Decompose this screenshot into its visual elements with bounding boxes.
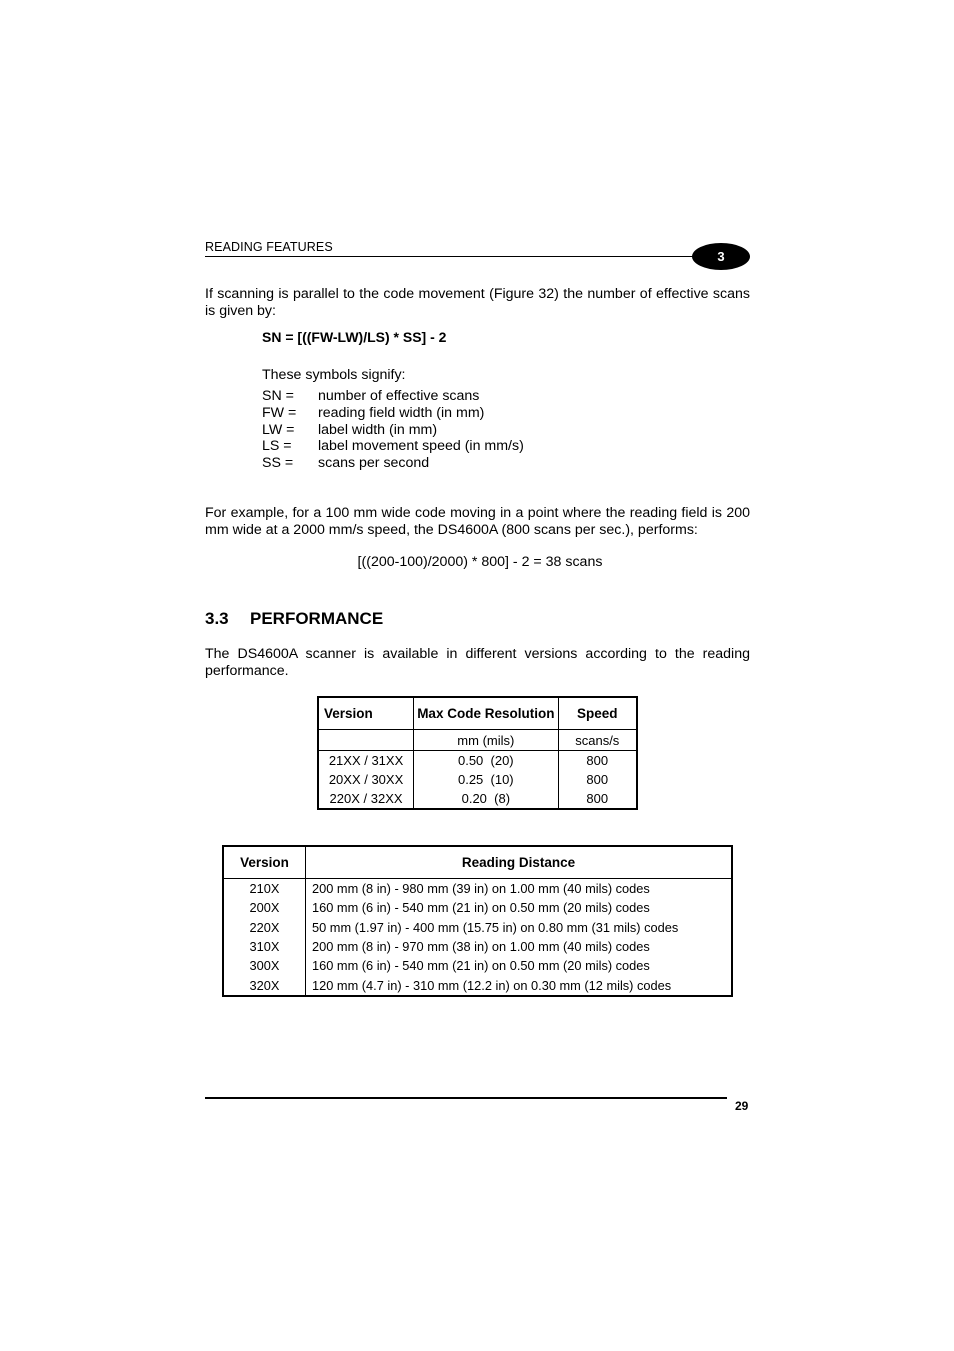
page-number: 29 — [735, 1099, 749, 1113]
section-title: PERFORMANCE — [250, 609, 384, 628]
table-cell: 160 mm (6 in) - 540 mm (21 in) on 0.50 mm (20 mils) codes — [306, 956, 733, 975]
table-cell: 220X / 32XX — [318, 789, 414, 809]
resolution-table — [317, 696, 638, 810]
symbol-key: SS = — [262, 455, 294, 471]
performance-paragraph: The DS4600A scanner is available in different versions according to the reading performance. — [205, 646, 750, 679]
table-header: Version — [223, 846, 306, 879]
table-row — [318, 789, 637, 809]
table-cell: 200 mm (8 in) - 970 mm (38 in) on 1.00 mm (40 mils) codes — [306, 937, 733, 956]
intro-paragraph: If scanning is parallel to the code movement (Figure 32) the number of effective scans is given by: — [205, 286, 750, 319]
table-cell: 210X — [223, 879, 306, 899]
table-cell: 160 mm (6 in) - 540 mm (21 in) on 0.50 mm (20 mils) codes — [306, 898, 733, 917]
symbol-value: label movement speed (in mm/s) — [318, 438, 524, 454]
table-row — [223, 975, 732, 995]
table-header: Version — [318, 697, 414, 730]
table-cell: 800 — [558, 770, 637, 789]
section-heading — [205, 609, 383, 629]
symbol-value: number of effective scans — [318, 388, 480, 404]
table-cell: 300X — [223, 956, 306, 975]
table-cell — [318, 730, 414, 751]
reading-distance-table — [222, 845, 733, 997]
table-cell: 21XX / 31XX — [318, 751, 414, 771]
table-cell: 120 mm (4.7 in) - 310 mm (12.2 in) on 0.30 mm (12 mils) codes — [306, 975, 733, 995]
table-cell: 20XX / 30XX — [318, 770, 414, 789]
section-number: 3.3 — [205, 609, 229, 628]
chapter-badge: 3 — [692, 243, 750, 270]
symbol-key: SN = — [262, 388, 294, 404]
table-row — [223, 956, 732, 975]
table-cell: 200X — [223, 898, 306, 917]
symbols-intro: These symbols signify: — [262, 367, 406, 383]
table-cell: 320X — [223, 975, 306, 995]
symbol-value: label width (in mm) — [318, 422, 438, 438]
symbol-key: FW = — [262, 405, 297, 421]
symbol-key: LW = — [262, 422, 295, 438]
header-rule — [205, 256, 700, 257]
table-cell: 0.25 (10) — [414, 770, 558, 789]
running-header: READING FEATURES — [205, 240, 333, 254]
formula: SN = [((FW-LW)/LS) * SS] - 2 — [262, 329, 447, 345]
footer-rule — [205, 1097, 727, 1099]
example-calculation: [((200-100)/2000) * 800] - 2 = 38 scans — [357, 554, 603, 570]
table-cell: 800 — [558, 751, 637, 771]
table-row — [223, 937, 732, 956]
table-cell: 220X — [223, 918, 306, 937]
table-cell: scans/s — [558, 730, 637, 751]
table-row — [223, 918, 732, 937]
table-cell: 50 mm (1.97 in) - 400 mm (15.75 in) on 0.80 mm (31 mils) codes — [306, 918, 733, 937]
table-header: Max Code Resolution — [414, 697, 558, 730]
table-row — [318, 770, 637, 789]
table-cell: mm (mils) — [414, 730, 558, 751]
table-header: Speed — [558, 697, 637, 730]
table-row — [223, 898, 732, 917]
table-cell: 800 — [558, 789, 637, 809]
symbol-value: reading field width (in mm) — [318, 405, 485, 421]
table-cell: 0.50 (20) — [414, 751, 558, 771]
table-header: Reading Distance — [306, 846, 733, 879]
table-row — [318, 751, 637, 771]
example-paragraph: For example, for a 100 mm wide code moving in a point where the reading field is 200 mm wide at a 2000 mm/s speed, the DS4600A (800 scans per sec.), performs: — [205, 505, 750, 538]
symbol-value: scans per second — [318, 455, 430, 471]
table-cell: 200 mm (8 in) - 980 mm (39 in) on 1.00 mm (40 mils) codes — [306, 879, 733, 899]
table-cell: 310X — [223, 937, 306, 956]
symbol-key: LS = — [262, 438, 292, 454]
table-row — [223, 879, 732, 899]
table-cell: 0.20 (8) — [414, 789, 558, 809]
